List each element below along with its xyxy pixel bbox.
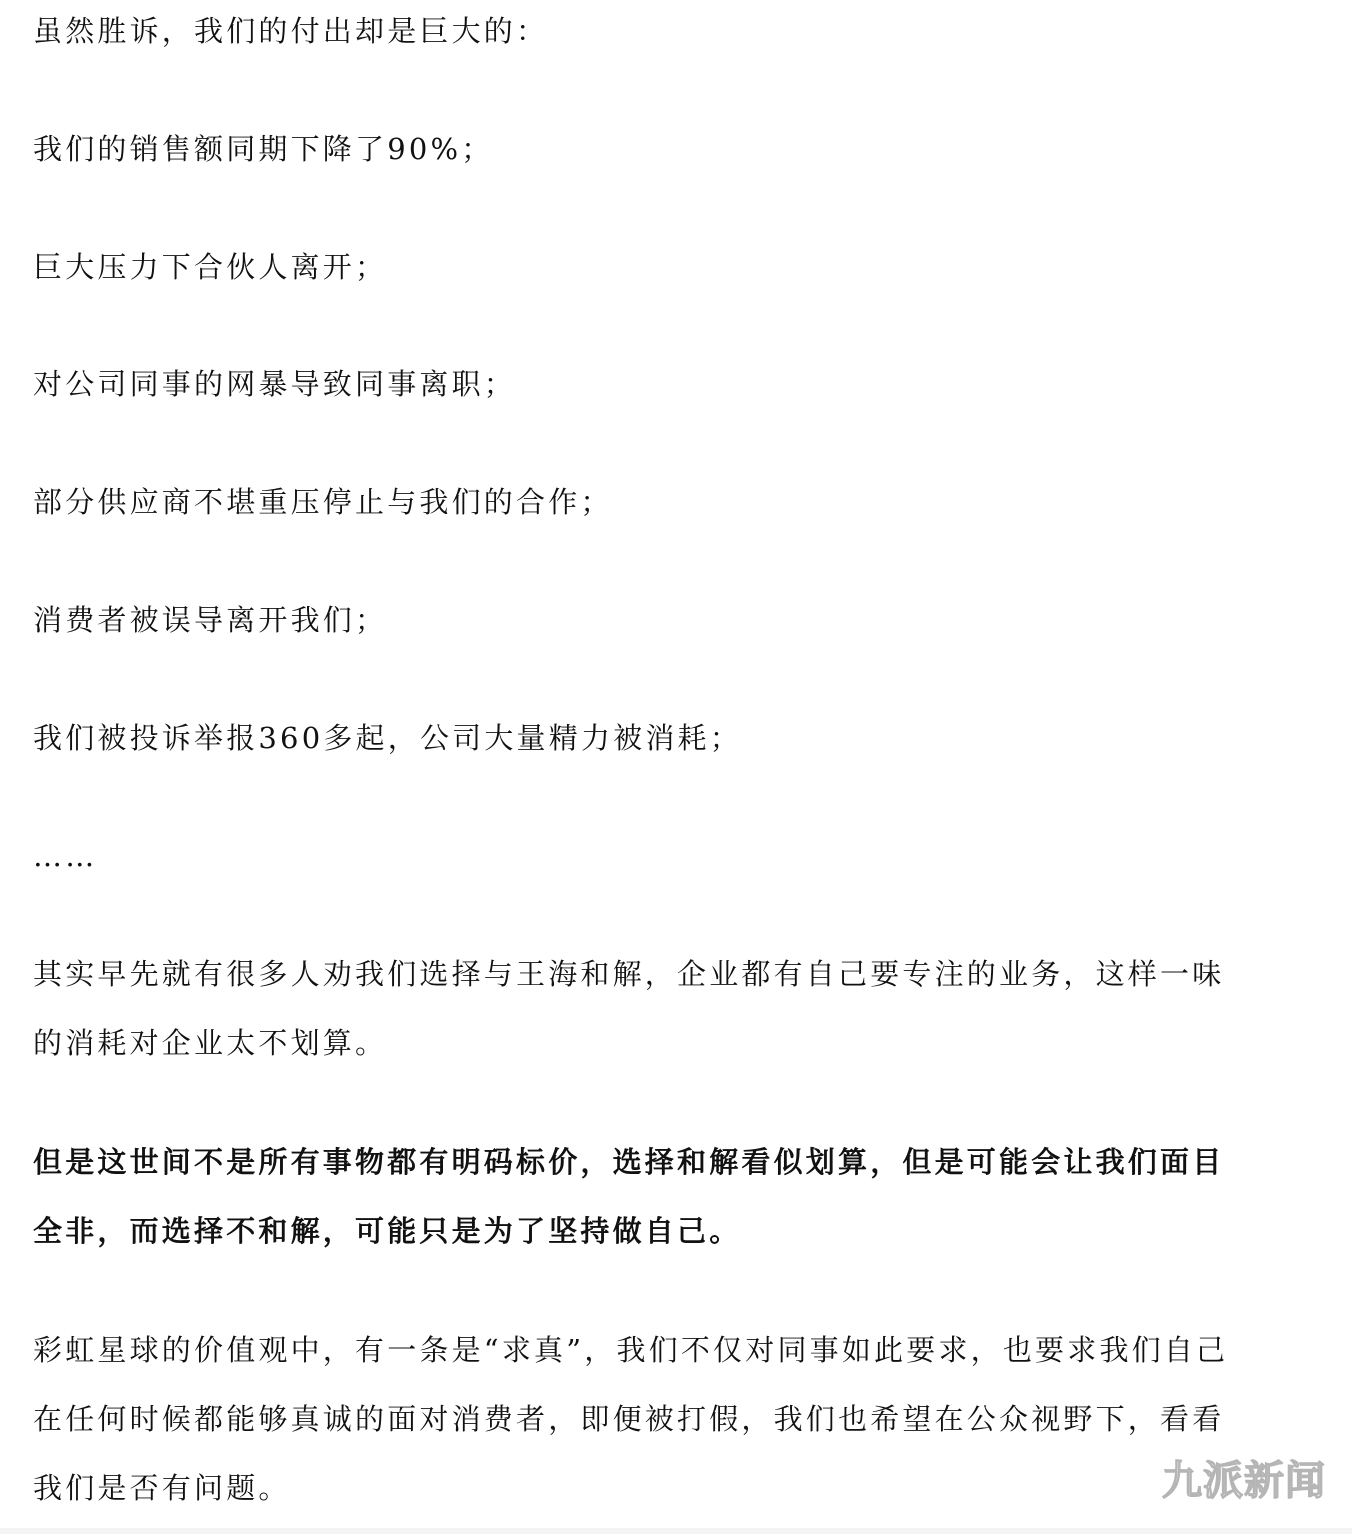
paragraph-4: 对公司同事的网暴导致同事离职； <box>33 367 517 401</box>
paragraph-11-line-2: 在任何时候都能够真诚的面对消费者，即便被打假，我们也希望在公众视野下，看看 <box>33 1402 1225 1436</box>
paragraph-10-line-1: 但是这世间不是所有事物都有明码标价，选择和解看似划算，但是可能会让我们面目 <box>33 1145 1225 1179</box>
paragraph-10-line-2: 全非，而选择不和解，可能只是为了坚持做自己。 <box>33 1214 742 1248</box>
bottom-divider <box>0 1528 1352 1534</box>
paragraph-1: 虽然胜诉，我们的付出却是巨大的： <box>33 14 549 48</box>
paragraph-7: 我们被投诉举报360多起，公司大量精力被消耗； <box>33 721 742 755</box>
paragraph-5: 部分供应商不堪重压停止与我们的合作； <box>33 485 613 519</box>
paragraph-ellipsis: …… <box>33 839 98 873</box>
watermark-logo: 九派新闻 <box>1162 1458 1326 1504</box>
paragraph-11-line-3: 我们是否有问题。 <box>33 1471 291 1505</box>
paragraph-9-line-1: 其实早先就有很多人劝我们选择与王海和解，企业都有自己要专注的业务，这样一味 <box>33 957 1225 991</box>
paragraph-2: 我们的销售额同期下降了90%； <box>33 132 494 166</box>
paragraph-9-line-2: 的消耗对企业太不划算。 <box>33 1026 388 1060</box>
paragraph-9 <box>33 940 1273 1078</box>
paragraph-3: 巨大压力下合伙人离开； <box>33 250 388 284</box>
paragraph-11-line-1: 彩虹星球的价值观中，有一条是“求真”，我们不仅对同事如此要求，也要求我们自己 <box>33 1333 1229 1367</box>
paragraph-6: 消费者被误导离开我们； <box>33 603 388 637</box>
paragraph-10-bold <box>33 1128 1273 1266</box>
paragraph-11 <box>33 1316 1273 1523</box>
